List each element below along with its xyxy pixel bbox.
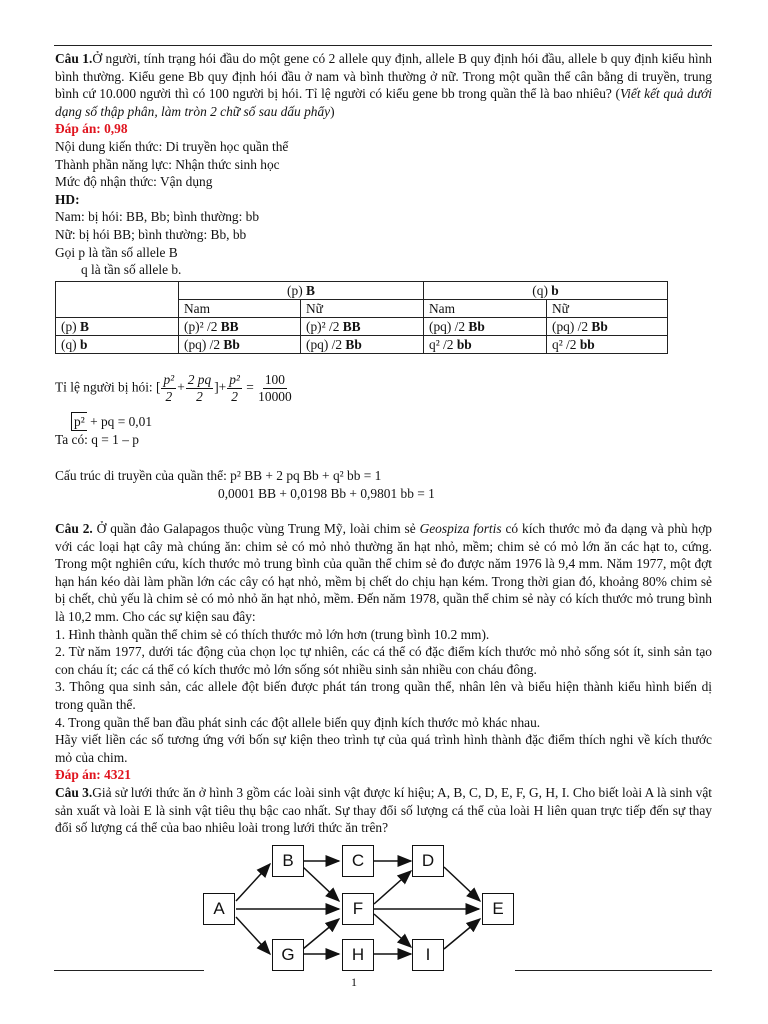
node-c: C	[342, 845, 374, 877]
node-d: D	[412, 845, 444, 877]
node-h: H	[342, 939, 374, 971]
q2-label: Câu 2.	[55, 521, 93, 537]
footer-rule-right	[515, 970, 712, 971]
q2-species: Geospiza fortis	[419, 521, 502, 537]
subheader-nu: Nữ	[301, 299, 424, 317]
q1-paragraph	[55, 50, 712, 120]
table-cell: (p)² /2 BB	[179, 317, 301, 335]
q2-task: Hãy viết liền các số tương ứng với bốn sự kiện theo trình tự của quá trình hình thành đặc điểm thích nghi về kích thước mỏ của chim.	[55, 732, 712, 765]
q1-q-def: q là tần số allele b.	[81, 262, 182, 278]
q2-event-3: 3. Thông qua sinh sản, các allele đột biến được phát tán trong quần thể, nhân lên và biểu hiện thành kiểu hình biến dị trong quần thể.	[55, 679, 712, 713]
q2-answer: Đáp án: 4321	[55, 767, 131, 783]
document-page	[55, 50, 712, 989]
q3-label: Câu 3.	[55, 785, 93, 800]
node-a: A	[203, 893, 235, 925]
formula-line2: p² + pq = 0,01	[55, 412, 712, 432]
subheader-nam: Nam	[179, 299, 301, 317]
top-rule	[54, 45, 712, 46]
col-header-p: (p) B	[179, 281, 424, 299]
row-header-q: (q) b	[56, 335, 179, 353]
fraction: $\frac{100}{10000}$	[258, 371, 292, 404]
q1-hd: HD:	[55, 191, 80, 207]
genotype-table	[55, 281, 668, 354]
q1-close: )	[330, 103, 335, 119]
q2-event-1: 1. Hình thành quần thể chim sẻ có thích thước mỏ lớn hơn (trung bình 10.2 mm).	[55, 626, 490, 642]
arrow-a-g	[236, 917, 270, 954]
structure-line-1: Cấu trúc di truyền của quần thể: p² BB + 2 pq Bb + q² bb = 1	[55, 467, 382, 483]
node-i: I	[412, 939, 444, 971]
formula-lead: Tỉ lệ người bị hói: [	[55, 379, 161, 395]
arrow-b-f	[303, 867, 339, 901]
table-cell: (pq) /2 Bb	[179, 335, 301, 353]
node-b: B	[272, 845, 304, 877]
page-number: 1	[351, 975, 357, 989]
col-header-q: (q) b	[424, 281, 668, 299]
table-cell: (pq) /2 Bb	[301, 335, 424, 353]
arrow-a-b	[236, 864, 270, 901]
table-cell: q² /2 bb	[547, 335, 668, 353]
node-g: G	[272, 939, 304, 971]
table-row	[56, 281, 668, 299]
table-cell: (pq) /2 Bb	[547, 317, 668, 335]
q1-male: Nam: bị hói: BB, Bb; bình thường: bb	[55, 209, 260, 225]
arrow-g-f	[303, 919, 339, 949]
q1-p-def: Gọi p là tần số allele B	[55, 244, 178, 260]
q1-female: Nữ: bị hói BB; bình thường: Bb, bb	[55, 226, 247, 242]
arrow-i-e	[444, 919, 480, 949]
arrow-d-e	[444, 867, 480, 901]
footer-rule-left	[54, 970, 204, 971]
formula-line3: Ta có: q = 1 – p	[55, 432, 139, 448]
arrow-f-i	[374, 914, 411, 947]
q2-event-4: 4. Trong quần thể ban đầu phát sinh các đột allele biến quy định kích thước mỏ khác nhau.	[55, 714, 541, 730]
subheader-nam: Nam	[424, 299, 547, 317]
fraction: $\frac{\text{p²}}{2}$	[229, 371, 240, 404]
structure-line-2: 0,0001 BB + 0,0198 Bb + 0,9801 bb = 1	[218, 485, 435, 501]
food-web-diagram	[203, 839, 523, 989]
q1-level: Mức độ nhận thức: Vận dụng	[55, 174, 213, 190]
node-f: F	[342, 893, 374, 925]
q1-note: Viết kết quả dưới dạng số thập phân, làm tròn 2 chữ số sau dấu phẩy	[55, 86, 712, 119]
subheader-nu: Nữ	[547, 299, 668, 317]
q2-event-2: 2. Từ năm 1977, dưới tác động của chọn lọc tự nhiên, các cá thể có đặc điểm kích thước mỏ nhỏ sống sót ít, sinh sản tạo con cháu ít; các cá thể có kích thước mỏ lớn sống sót nhiều sinh sản nhiều con cháu đông.	[55, 644, 712, 677]
table-row	[56, 317, 668, 335]
arrow-f-d	[374, 871, 411, 904]
bracket-term: p²	[71, 412, 87, 432]
q1-label: Câu 1.	[55, 51, 93, 66]
table-cell: (pq) /2 Bb	[424, 317, 547, 335]
node-e: E	[482, 893, 514, 925]
table-corner	[56, 281, 179, 317]
q1-answer: Đáp án: 0,98	[55, 121, 128, 137]
q2-paragraph: Câu 2. Ở quần đảo Galapagos thuộc vùng Trung Mỹ, loài chim sẻ Geospiza fortis có kích thước mỏ đa dạng và phù hợp với các loại hạt cây mà chúng ăn: chim sẻ có mỏ nhỏ thường ăn hạt nhỏ, mềm; chim sẻ có mỏ lớn ăn các hạt to, cứng. Trong một nghiên cứu, kích thước mỏ trung bình của quần thể chim sẻ đo được năm 1976 là 9,4 mm. Năm 1977, một đợt hạn hán kéo dài làm phần lớn các cây có hạt nhỏ, mềm bị chết do chịu hạn kém. Trong thời gian đó, khoảng 80% chim sẻ bị chết, chủ yếu là chim sẻ có mỏ nhỏ ăn hạt nhỏ, mềm. Đến năm 1978, quần thể chim sẻ này có kích thước mỏ trung bình là 10,2 mm. Cho các sự kiện sau đây:	[55, 521, 712, 625]
table-cell: q² /2 bb	[424, 335, 547, 353]
q3-paragraph: Câu 3.Giả sử lưới thức ăn ở hình 3 gồm các loài sinh vật được kí hiệu; A, B, C, D, E, F, G, H, I. Cho biết loài A là sinh vật sản xuất và loài E là sinh vật tiêu thụ bậc cao nhất. Sự thay đổi số lượng cá thể của loài H liên quan trực tiếp đến sự thay đổi số lượng cá thể của bao nhiêu loài trong lưới thức ăn trên?	[55, 785, 712, 836]
q1-competency: Thành phần năng lực: Nhận thức sinh học	[55, 156, 280, 172]
fraction: $\frac{2 pq}{2}$	[187, 371, 212, 404]
table-cell: (p)² /2 BB	[301, 317, 424, 335]
bald-ratio-formula: Tỉ lệ người bị hói: [ $\frac{\text{p²}}{2}$ + $\frac{2 pq}{2}$ ]+ $\frac{\text{p²}}{2}$ = $\frac{100}{10000}$	[55, 371, 292, 404]
q1-text: Ở người, tính trạng hói đầu do một gene có 2 allele quy định, allele B quy định hói đầu, allele b quy định kiểu hình bình thường. Kiểu gene Bb quy định hói đầu ở nam và bình thường ở nữ. Trong một quần thể cân bằng di truyền, trung bình cứ 10.000 người thì có 100 người bị hói. Tỉ lệ người có kiểu gene bb trong quần thể là bao nhiêu? (	[55, 51, 712, 102]
fraction: $\frac{\text{p²}}{2}$	[163, 371, 175, 404]
table-row	[56, 335, 668, 353]
q1-content: Nội dung kiến thức: Di truyền học quần thể	[55, 138, 289, 154]
row-header-p: (p) B	[56, 317, 179, 335]
